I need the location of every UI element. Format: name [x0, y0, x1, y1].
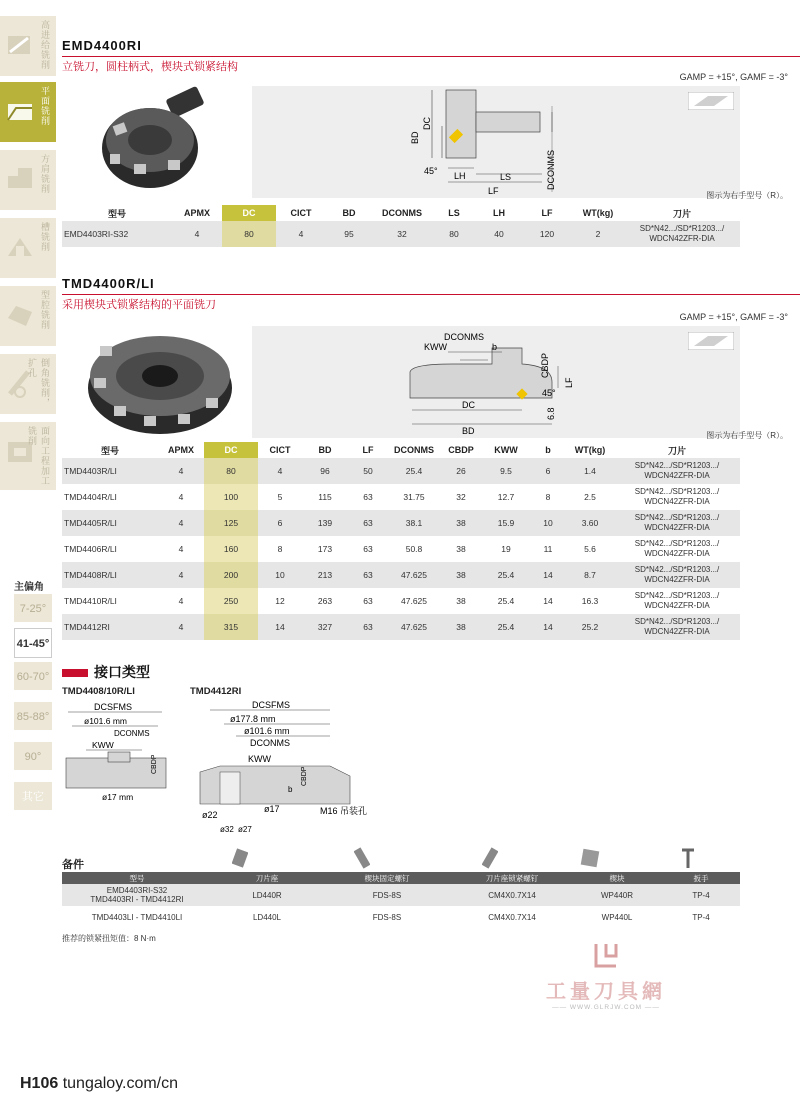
th-apmx: APMX [183, 208, 210, 218]
angle-tab-90[interactable]: 90° [14, 742, 52, 772]
table-row: TMD4410R/LI 4 250 12 263 63 47.625 38 25.4 14 16.3 SD*N42.../SD*R1203.../ WDCN42ZFR-DIA [62, 588, 740, 614]
table-row: EMD4403RI-S32 TMD4403RI - TMD4412RI LD440R FDS-8S CM4X0.7X14 WP440R TP-4 [62, 884, 740, 906]
section2-gamp: GAMP = +15°, GAMF = -3° [679, 312, 788, 322]
page-footer [20, 1075, 178, 1093]
interface-left-drawing [62, 700, 172, 804]
high-feed-milling-icon [6, 28, 34, 62]
th-bd: BD [318, 445, 332, 455]
th-bd: BD [342, 208, 356, 218]
svg-text:CBDP: CBDP [151, 754, 158, 774]
svg-text:M16 吊装孔: M16 吊装孔 [320, 806, 368, 816]
sidebar-tab-shoulder[interactable]: 方肩铣削 [0, 150, 56, 212]
dim-lf: LF [488, 186, 499, 196]
table-row: TMD4408R/LI 4 200 10 213 63 47.625 38 25.4 14 8.7 SD*N42.../SD*R1203.../ WDCN42ZFR-DIA [62, 562, 740, 588]
svg-text:ø22: ø22 [202, 810, 218, 820]
th-ls: LS [448, 208, 460, 218]
wrench-icon [678, 846, 698, 870]
sidebar-tab-engineering[interactable]: 面向工程加工铣削 [0, 422, 56, 492]
section2-subtitle: 采用楔块式锁紧结构的平面铣刀 [62, 299, 216, 311]
svg-text:ø27: ø27 [238, 825, 252, 834]
section2-drawing [252, 326, 740, 438]
interface-right-drawing [190, 700, 390, 840]
section2-title: TMD4400R/LI [62, 276, 155, 291]
th-model: 型号 [100, 445, 119, 456]
table-row: TMD4403R/LI 4 80 4 96 50 25.4 26 9.5 6 1.4 SD*N42.../SD*R1203.../ WDCN42ZFR-DIA [62, 458, 740, 484]
parts-title: 备件 [62, 859, 84, 871]
section2-rule [62, 294, 800, 295]
section1-note: 图示为右手型号（R）。 [706, 191, 788, 200]
sidebar-tab-slot[interactable]: 槽铣削 [0, 218, 56, 280]
dim-lh: LH [454, 171, 466, 181]
svg-text:ø32: ø32 [220, 825, 234, 834]
gamp-angle-icon [688, 92, 734, 110]
shoulder-milling-icon [6, 162, 34, 196]
angle-tab-7-25[interactable]: 7-25° [14, 594, 52, 624]
wedge-icon [580, 846, 600, 870]
svg-text:b: b [288, 785, 293, 794]
interface-right-label: TMD4412RI [190, 686, 242, 697]
category-sidebar [0, 0, 60, 830]
section1-drawing [252, 86, 740, 198]
watermark: 工量刀具網 —— WWW.GLRJW.COM —— [536, 942, 676, 1011]
angle-title: 主偏角 [14, 582, 44, 593]
th-insert: 刀片 [667, 445, 686, 456]
sidebar-tab-high-feed[interactable]: 高进给铣削 [0, 16, 56, 78]
pocket-milling-icon [6, 298, 34, 332]
svg-text:DCSFMS: DCSFMS [94, 702, 132, 712]
th-dconms: DCONMS [382, 208, 422, 218]
svg-text:KWW: KWW [248, 754, 271, 764]
torque-note: 推荐的锁紧扭矩值：8 N·m [62, 934, 156, 943]
svg-text:KWW: KWW [92, 740, 114, 750]
svg-text:ø177.8 mm: ø177.8 mm [230, 714, 276, 724]
table-row: TMD4412RI 4 315 14 327 63 47.625 38 25.4 14 25.2 SD*N42.../SD*R1203.../ WDCN42ZFR-DIA [62, 614, 740, 640]
dim-bd: BD [410, 131, 420, 144]
svg-text:DCONMS: DCONMS [114, 729, 150, 738]
seat-screw-icon [482, 846, 498, 870]
section2-note: 图示为右手型号（R）。 [706, 431, 788, 440]
th-dc: DC [204, 442, 258, 458]
angle-tab-41-45[interactable]: 41-45° [14, 628, 52, 658]
svg-text:ø101.6 mm: ø101.6 mm [244, 726, 290, 736]
end-mill-dimension-drawing [252, 86, 740, 198]
dim-angle-2: 45° [542, 388, 556, 398]
table-row: TMD4405R/LI 4 125 6 139 63 38.1 38 15.9 10 3.60 SD*N42.../SD*R1203.../ WDCN42ZFR-DIA [62, 510, 740, 536]
section2-spec-table [62, 442, 740, 640]
face-mill-dimension-drawing [252, 326, 740, 438]
dim-height: 6.8 [546, 407, 556, 420]
svg-text:CBDP: CBDP [301, 766, 308, 786]
section1-subtitle: 立铣刀，圆柱柄式，楔块式锁紧结构 [62, 61, 238, 73]
dim-kww: KWW [424, 342, 447, 352]
interface-left-label: TMD4408/10R/LI [62, 686, 135, 697]
th-lf: LF [541, 208, 553, 218]
interface-title-bar [62, 669, 88, 677]
section1-title: EMD4400RI [62, 38, 142, 53]
gamp-angle-icon-2 [688, 332, 734, 350]
angle-tab-other[interactable]: 其它 [14, 782, 52, 812]
table-row: EMD4403RI-S32 4 80 4 95 32 80 40 120 2 SD*N42.../SD*R1203.../ WDCN42ZFR-DIA [62, 221, 740, 247]
th-cbdp: CBDP [448, 445, 474, 455]
watermark-logo [592, 942, 620, 968]
dim-ls: LS [500, 172, 512, 182]
th-wt: WT(kg) [574, 445, 606, 455]
interface-title: 接口类型 [62, 662, 150, 682]
dim-b: b [492, 342, 498, 352]
th-dc: DC [222, 205, 276, 221]
sidebar-tab-chamfer[interactable]: 倒角铣削，扩孔 [0, 354, 56, 416]
svg-text:DCONMS: DCONMS [250, 738, 290, 748]
svg-text:ø101.6 mm: ø101.6 mm [84, 716, 127, 726]
sidebar-tab-pocket[interactable]: 型腔铣削 [0, 286, 56, 348]
end-mill-product-image [92, 84, 222, 204]
page-number: H106 [20, 1075, 59, 1092]
face-mill-product-image [80, 322, 240, 442]
dim-dconms: DCONMS [546, 150, 556, 190]
section1-spec-table [62, 205, 740, 247]
th-kww: KWW [494, 445, 518, 455]
section1-gamp: GAMP = +15°, GAMF = -3° [679, 72, 788, 82]
th-lh: LH [493, 208, 505, 218]
th-insert: 刀片 [672, 208, 691, 219]
angle-tab-85-88[interactable]: 85-88° [14, 702, 52, 732]
section1-rule [62, 56, 800, 57]
th-lf: LF [362, 445, 374, 455]
dim-bd-2: BD [462, 426, 475, 436]
parts-table: 型号 刀片座 楔块固定螺钉 刀片座锁紧螺钉 楔块 扳手 EMD4403RI-S32 TMD4403RI - TMD4412RI LD440R FDS-8S CM4X0.7X14 WP440R TP-4 TMD4403LI - TMD4410LI LD440L FDS-8S CM4X0.7X14 WP440L TP-4 [62, 872, 740, 928]
svg-text:ø17 mm: ø17 mm [102, 792, 134, 802]
th-wt: WT(kg) [582, 208, 614, 218]
angle-tab-60-70[interactable]: 60-70° [14, 662, 52, 692]
svg-text:DCSFMS: DCSFMS [252, 700, 290, 710]
insert-seat-icon [232, 846, 248, 870]
table-row: TMD4404R/LI 4 100 5 115 63 31.75 32 12.7 8 2.5 SD*N42.../SD*R1203.../ WDCN42ZFR-DIA [62, 484, 740, 510]
dim-cbdp: CBDP [540, 352, 550, 378]
th-apmx: APMX [167, 445, 194, 455]
website-link[interactable]: tungaloy.com/cn [62, 1075, 179, 1092]
table-row: TMD4403LI - TMD4410LI LD440L FDS-8S CM4X0.7X14 WP440L TP-4 [91, 912, 710, 922]
dim-dc: DC [422, 117, 432, 130]
dim-lf-2: LF [564, 377, 574, 388]
th-b: b [545, 445, 551, 455]
dim-dc-2: DC [462, 400, 475, 410]
slot-milling-icon [6, 230, 34, 264]
dim-angle: 45° [424, 166, 438, 176]
th-dconms: DCONMS [394, 445, 434, 455]
dim-dconms-2: DCONMS [444, 332, 484, 342]
svg-text:ø17: ø17 [264, 804, 280, 814]
wedge-screw-icon [354, 846, 370, 870]
th-cict: CICT [269, 445, 291, 455]
sidebar-tab-face-milling[interactable]: 平面铣削 [0, 82, 56, 144]
face-milling-icon [6, 94, 34, 128]
table-row: TMD4406R/LI 4 160 8 173 63 50.8 38 19 11 5.6 SD*N42.../SD*R1203.../ WDCN42ZFR-DIA [62, 536, 740, 562]
th-cict: CICT [290, 208, 312, 218]
th-model: 型号 [107, 208, 126, 219]
